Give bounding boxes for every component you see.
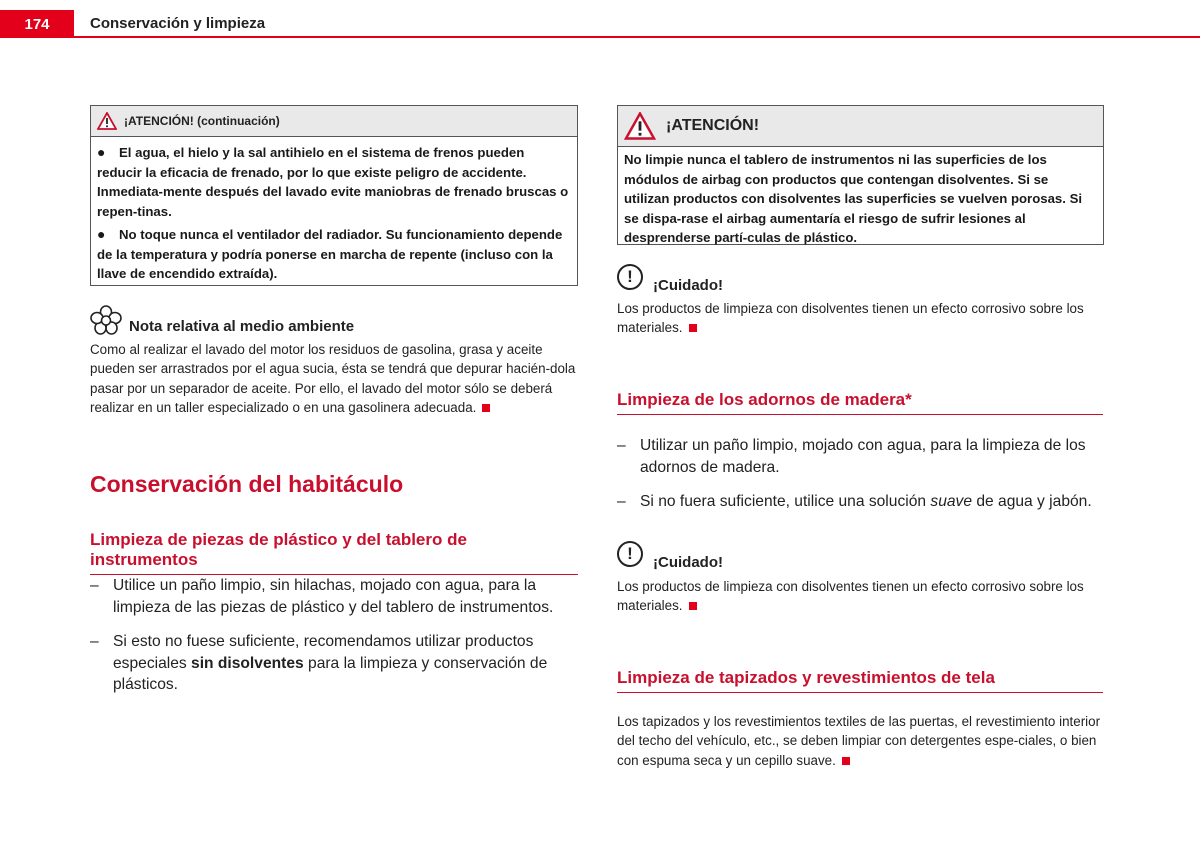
environment-note-heading: Nota relativa al medio ambiente xyxy=(129,317,355,335)
step-item xyxy=(617,491,1104,513)
caution-body: Los productos de limpieza con disolventes tienen un efecto corrosivo sobre los materiales. xyxy=(617,579,1084,614)
subsection-title-plastic: Limpieza de piezas de plástico y del tablero de instrumentos xyxy=(90,530,578,575)
environment-note-title xyxy=(90,305,354,335)
warning-box-continuation xyxy=(90,105,578,286)
step-text xyxy=(640,435,1104,478)
step-text-italic: suave xyxy=(930,493,973,510)
fabric-body: Los tapizados y los revestimientos textiles de las puertas, el revestimiento interior del techo del vehículo, etc., se deben limpiar con detergentes espe-ciales, o bien con espuma seca y un cepillo suave. xyxy=(617,714,1101,768)
step-text-part: Si esto no fuese suficiente, recomendamos utilizar productos especiales xyxy=(113,633,534,672)
caution-heading: ¡Cuidado! xyxy=(653,553,723,571)
step-item xyxy=(90,631,578,696)
step-text xyxy=(113,575,578,618)
environment-note-text xyxy=(90,340,578,418)
warning-box xyxy=(617,105,1104,245)
warning-text: No limpie nunca el tablero de instrumentos ni las superficies de los módulos de airbag con productos que contengan disolventes. Si se utilizan productos con disolventes las superficies se vuelven porosas. Si se dispa-rase el airbag aumentaría el riesgo de sufrir lesiones al desprenderse partí-culas de plástico. xyxy=(624,152,1083,245)
step-item xyxy=(617,435,1104,478)
subsection-title-wood: Limpieza de los adornos de madera* xyxy=(617,390,1103,415)
warning-bullet xyxy=(97,225,571,284)
step-text-part: Utilizar un paño limpio, mojado con agua, para la limpieza de los adornos de madera. xyxy=(640,437,1086,476)
red-square-icon xyxy=(689,324,697,332)
caution-title xyxy=(617,264,723,294)
flower-icon xyxy=(90,305,122,335)
step-dash: – xyxy=(90,633,99,650)
caution-body: Los productos de limpieza con disolventes tienen un efecto corrosivo sobre los materiales. xyxy=(617,301,1084,336)
red-square-icon xyxy=(482,404,490,412)
warning-bullet-text: El agua, el hielo y la sal antihielo en el sistema de frenos pueden reducir la eficacia de frenado, por lo que existe peligro de accidente. Inmediata-mente después del lavado evite maniobras de frenado bruscas o repen-tinas. xyxy=(97,145,569,219)
step-dash: – xyxy=(617,437,626,454)
step-dash: – xyxy=(90,577,99,594)
exclamation-circle-icon: ! xyxy=(617,541,643,567)
caution-heading: ¡Cuidado! xyxy=(653,276,723,294)
step-text xyxy=(113,631,578,696)
header-rule xyxy=(74,36,1200,38)
warning-triangle-icon xyxy=(97,112,117,130)
warning-box-title: ¡ATENCIÓN! xyxy=(666,117,760,134)
warning-bullet xyxy=(97,143,571,221)
subsection-title-fabric: Limpieza de tapizados y revestimientos de tela xyxy=(617,668,1103,693)
warning-box-body xyxy=(618,147,1103,252)
warning-bullet-text: No toque nunca el ventilador del radiador. Su funcionamiento depende de la temperatura y podría ponerse en marcha de repente (incluso con la llave de encendido extraída). xyxy=(97,227,563,281)
warning-box-body xyxy=(91,137,577,292)
section-title: Conservación del habitáculo xyxy=(90,471,404,497)
step-text xyxy=(640,491,1092,513)
step-text-part: para la limpieza y conservación de plásticos. xyxy=(113,654,548,693)
red-square-icon xyxy=(842,757,850,765)
page-number: 174 xyxy=(0,10,74,38)
page-header xyxy=(0,0,1200,40)
step-text-part: Utilice un paño limpio, sin hilachas, mojado con agua, para la limpieza de las piezas de plástico y del tablero de instrumentos. xyxy=(113,577,554,616)
step-dash: – xyxy=(617,493,626,510)
step-text-bold: sin disolventes xyxy=(191,654,304,672)
warning-triangle-icon xyxy=(624,112,656,140)
bullet-dot: ● xyxy=(97,226,106,242)
caution-text xyxy=(617,577,1104,616)
red-square-icon xyxy=(689,602,697,610)
chapter-title: Conservación y limpieza xyxy=(90,15,266,32)
warning-box-header xyxy=(618,106,1103,147)
warning-box-header xyxy=(91,106,577,137)
warning-box-title: ¡ATENCIÓN! (continuación) xyxy=(124,114,280,128)
fabric-text xyxy=(617,712,1104,770)
caution-title xyxy=(617,541,723,571)
caution-text xyxy=(617,299,1104,338)
bullet-dot: ● xyxy=(97,144,106,160)
step-text-part: de agua y jabón. xyxy=(972,493,1092,510)
step-item xyxy=(90,575,578,618)
environment-note-body: Como al realizar el lavado del motor los residuos de gasolina, grasa y aceite pueden ser arrastrados por el agua sucia, ésta se tendrá que depurar hacién-dola pasar por un separador de aceite. Por ello, el lavado del motor sólo se deberá realizar en un taller especializado o en una gasolinera adecuada. xyxy=(90,342,576,416)
exclamation-circle-icon: ! xyxy=(617,264,643,290)
step-text-part: Si no fuera suficiente, utilice una solución xyxy=(640,493,931,510)
